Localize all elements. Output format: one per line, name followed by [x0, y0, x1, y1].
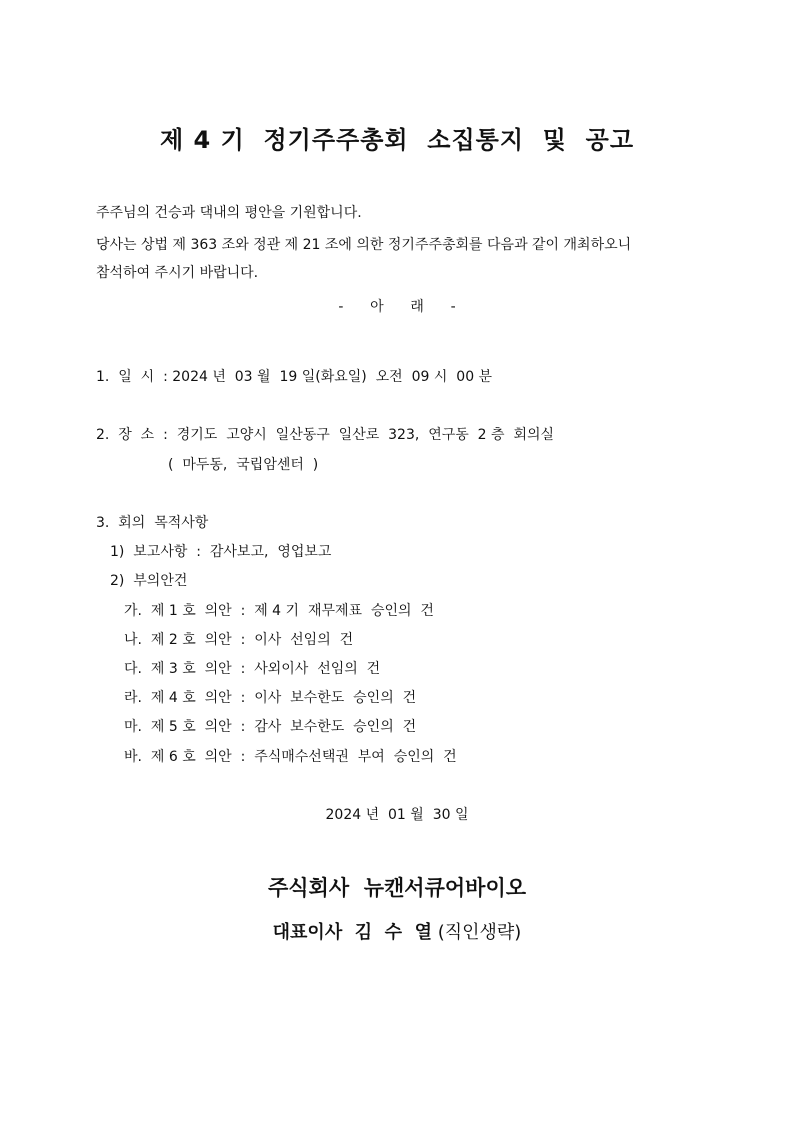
meeting-datetime: 1. 일 시 : 2024 년 03 월 19 일(화요일) 오전 09 시 00 분: [96, 369, 493, 385]
seal-omitted-note: (직인생략): [437, 922, 522, 943]
representative-line: [0, 918, 794, 944]
intro-text-line-1: 당사는 상법 제 363 조와 정관 제 21 조에 의한 정기주주총회를 다음과 같이 개최하오니: [96, 237, 632, 253]
agenda-item: 라. 제 4 호 의안 : 이사 보수한도 승인의 건: [124, 690, 417, 706]
agenda-heading: 3. 회의 목적사항: [96, 515, 209, 531]
representative-name: 대표이사 김 수 열: [272, 922, 432, 943]
intro-text-line-2: 참석하여 주시기 바랍니다.: [96, 265, 259, 281]
notice-date: 2024 년 01 월 30 일: [325, 807, 469, 823]
document-title: 제 4 기 정기주주총회 소집통지 및 공고: [159, 126, 634, 154]
meeting-location-detail: ( 마두동, 국립암센터 ): [168, 457, 319, 473]
greeting-text: 주주님의 건승과 댁내의 평안을 기원합니다.: [96, 205, 362, 221]
agenda-item: 다. 제 3 호 의안 : 사외이사 선임의 건: [124, 661, 381, 677]
report-items: 1) 보고사항 : 감사보고, 영업보고: [110, 544, 332, 560]
agenda-item: 가. 제 1 호 의안 : 제 4 기 재무제표 승인의 건: [124, 603, 434, 619]
agenda-item: 마. 제 5 호 의안 : 감사 보수한도 승인의 건: [124, 719, 417, 735]
agenda-item: 바. 제 6 호 의안 : 주식매수선택권 부여 승인의 건: [124, 749, 457, 765]
section-divider: - 아 래 -: [338, 299, 456, 315]
company-name: 주식회사 뉴캔서큐어바이오: [267, 876, 527, 900]
meeting-location: 2. 장 소 : 경기도 고양시 일산동구 일산로 323, 연구동 2 층 회의실: [96, 427, 555, 443]
agenda-item: 나. 제 2 호 의안 : 이사 선임의 건: [124, 632, 354, 648]
resolution-heading: 2) 부의안건: [110, 573, 188, 589]
